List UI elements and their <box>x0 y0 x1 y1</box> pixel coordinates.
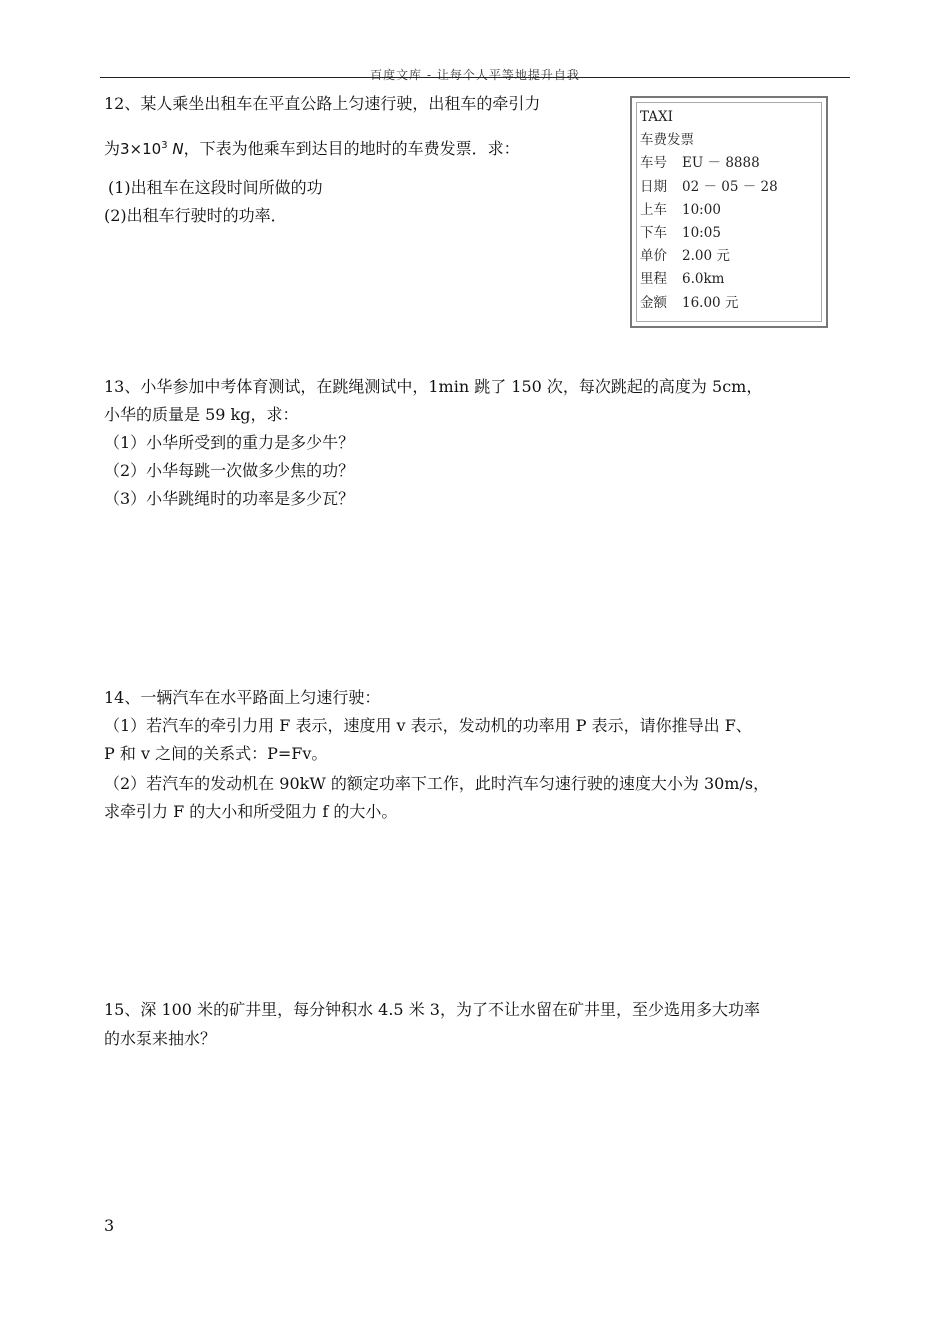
q12-line2 <box>104 136 520 159</box>
receipt-label: 下车 <box>640 225 667 241</box>
formula-exponent: 3 <box>161 140 168 151</box>
formula-unit: N <box>172 140 184 158</box>
receipt-label: 里程 <box>640 271 667 287</box>
receipt-row-alight <box>640 224 721 242</box>
receipt-value: EU － 8888 <box>682 155 760 171</box>
q12-part2: (2)出租车行驶时的功率． <box>104 206 287 225</box>
receipt-label: 金额 <box>640 295 667 311</box>
receipt-label: 车号 <box>640 155 667 171</box>
page-header: 百度文库 - 让每个人平等地提升自我 <box>370 68 580 82</box>
header-divider <box>100 77 850 78</box>
receipt-label: 单价 <box>640 248 667 264</box>
q14-line5: 求牵引力 F 的大小和所受阻力 f 的大小。 <box>104 802 398 821</box>
receipt-row-distance <box>640 270 724 288</box>
q13-line1: 13、小华参加中考体育测试，在跳绳测试中，1min 跳了 150 次，每次跳起的高度为 5cm， <box>104 377 763 396</box>
q13-part1: （1）小华所受到的重力是多少牛？ <box>104 433 355 452</box>
q13-part2: （2）小华每跳一次做多少焦的功？ <box>104 461 355 480</box>
q13-part3: （3）小华跳绳时的功率是多少瓦？ <box>104 489 355 508</box>
receipt-row-unit-price <box>640 247 730 265</box>
q12-line2-suffix: ，下表为他乘车到达目的地时的车费发票．求： <box>183 139 520 158</box>
q14-line1: 14、一辆汽车在水平路面上匀速行驶： <box>104 688 381 707</box>
q15-line1: 15、深 100 米的矿井里，每分钟积水 4.5 米 3，为了不让水留在矿井里，至少选用多大功率 <box>104 1000 760 1019</box>
page-number: 3 <box>104 1216 115 1235</box>
q12-part1: (1)出租车在这段时间所做的功 <box>108 178 323 197</box>
receipt-row-date <box>640 178 778 196</box>
taxi-receipt <box>630 96 828 328</box>
receipt-value: 10:05 <box>682 225 721 241</box>
receipt-label: 日期 <box>640 179 667 195</box>
q12-force-formula <box>120 140 184 158</box>
q12-line1: 12、某人乘坐出租车在平直公路上匀速行驶，出租车的牵引力 <box>104 94 541 113</box>
receipt-value: 02 － 05 － 28 <box>682 179 778 195</box>
formula-base: 3×10 <box>120 140 162 158</box>
receipt-value: 10:00 <box>682 202 721 218</box>
receipt-value: 2.00 元 <box>682 248 730 264</box>
q15-line2: 的水泵来抽水？ <box>104 1029 217 1048</box>
receipt-value: 6.0km <box>682 271 725 287</box>
q14-line4: （2）若汽车的发动机在 90kW 的额定功率下工作，此时汽车匀速行驶的速度大小为 30m/s， <box>104 774 770 793</box>
q14-line3: P 和 v 之间的关系式：P=Fv。 <box>104 744 328 763</box>
receipt-row-plate <box>640 154 760 172</box>
receipt-label: 上车 <box>640 202 667 218</box>
receipt-row-board <box>640 201 721 219</box>
receipt-value: 16.00 元 <box>682 295 739 311</box>
q14-line2: （1）若汽车的牵引力用 F 表示，速度用 v 表示，发动机的功率用 P 表示，请你推导出 F、 <box>104 716 752 735</box>
q12-line2-prefix: 为 <box>104 139 121 158</box>
receipt-title: TAXI <box>640 109 673 125</box>
q13-line2: 小华的质量是 59 kg，求： <box>104 405 299 424</box>
receipt-row-amount <box>640 294 738 312</box>
receipt-subtitle: 车费发票 <box>640 132 694 148</box>
